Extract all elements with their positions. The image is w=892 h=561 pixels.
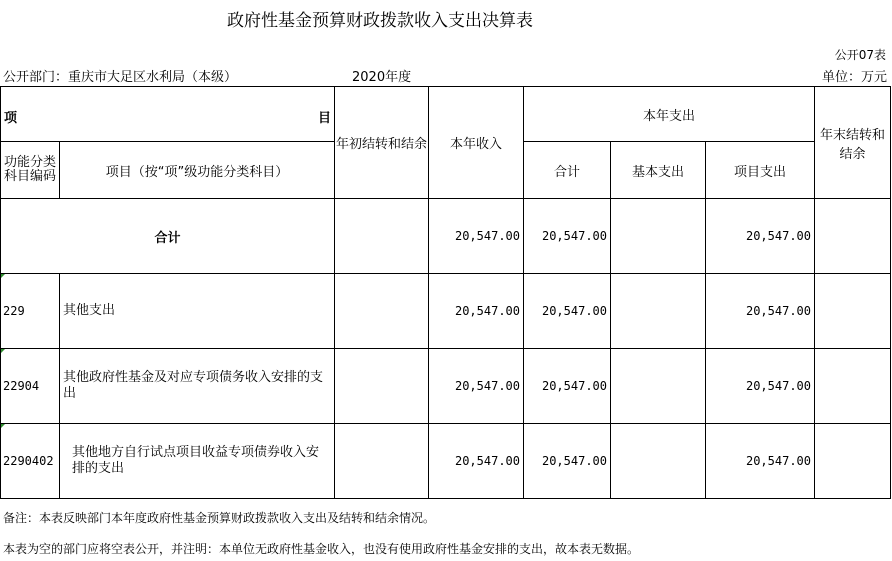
row-closing bbox=[815, 424, 891, 499]
fiscal-year: 2020年度 bbox=[352, 70, 412, 85]
unit-label: 单位：万元 bbox=[821, 70, 887, 85]
basic-expenditure-header: 基本支出 bbox=[611, 142, 706, 199]
row-project: 20,547.00 bbox=[706, 424, 815, 499]
footnote-empty-table: 本表为空的部门应将空表公开，并注明：本单位无政府性基金收入，也没有使用政府性基金安排的支出，故本表无数据。 bbox=[3, 542, 640, 556]
row-total: 20,547.00 bbox=[524, 349, 611, 424]
row-basic bbox=[611, 199, 706, 274]
project-header-left: 项 bbox=[4, 111, 18, 126]
form-number: 公开07表 bbox=[834, 48, 886, 62]
row-code: 2290402 bbox=[1, 424, 60, 499]
table-row bbox=[1, 424, 891, 499]
func-code-header: 功能分类科目编码 bbox=[1, 142, 60, 199]
row-name: 其他地方自行试点项目收益专项债券收入安排的支出 bbox=[60, 424, 335, 499]
row-income: 20,547.00 bbox=[429, 274, 524, 349]
expenditure-total-header: 合计 bbox=[524, 142, 611, 199]
budget-table bbox=[0, 86, 891, 499]
row-opening bbox=[335, 199, 429, 274]
row-opening bbox=[335, 424, 429, 499]
row-basic bbox=[611, 274, 706, 349]
project-header bbox=[1, 87, 335, 142]
row-project: 20,547.00 bbox=[706, 349, 815, 424]
row-income: 20,547.00 bbox=[429, 424, 524, 499]
table-row bbox=[1, 274, 891, 349]
row-income: 20,547.00 bbox=[429, 349, 524, 424]
row-name: 其他支出 bbox=[60, 274, 335, 349]
footnote-remark: 备注：本表反映部门本年度政府性基金预算财政拨款收入支出及结转和结余情况。 bbox=[3, 511, 436, 525]
row-code: 229 bbox=[1, 274, 60, 349]
page-title: 政府性基金预算财政拨款收入支出决算表 bbox=[227, 11, 533, 31]
table-row bbox=[1, 199, 891, 274]
row-opening bbox=[335, 274, 429, 349]
row-closing bbox=[815, 199, 891, 274]
row-basic bbox=[611, 349, 706, 424]
row-basic bbox=[611, 424, 706, 499]
row-project: 20,547.00 bbox=[706, 199, 815, 274]
row-opening bbox=[335, 349, 429, 424]
row-total: 20,547.00 bbox=[524, 424, 611, 499]
project-expenditure-header: 项目支出 bbox=[706, 142, 815, 199]
row-total: 20,547.00 bbox=[524, 199, 611, 274]
closing-balance-header: 年末结转和结余 bbox=[815, 87, 891, 199]
department-label: 公开部门：重庆市大足区水利局（本级） bbox=[3, 70, 238, 85]
item-name-header: 项目（按“项”级功能分类科目） bbox=[60, 142, 335, 199]
row-closing bbox=[815, 349, 891, 424]
row-name: 其他政府性基金及对应专项债务收入安排的支出 bbox=[60, 349, 335, 424]
project-header-right: 目 bbox=[317, 111, 331, 126]
row-total: 20,547.00 bbox=[524, 274, 611, 349]
expenditure-header: 本年支出 bbox=[524, 87, 815, 142]
row-name: 合计 bbox=[1, 199, 335, 274]
opening-balance-header: 年初结转和结余 bbox=[335, 87, 429, 199]
row-project: 20,547.00 bbox=[706, 274, 815, 349]
income-header: 本年收入 bbox=[429, 87, 524, 199]
row-closing bbox=[815, 274, 891, 349]
table-row bbox=[1, 349, 891, 424]
row-code: 22904 bbox=[1, 349, 60, 424]
row-income: 20,547.00 bbox=[429, 199, 524, 274]
